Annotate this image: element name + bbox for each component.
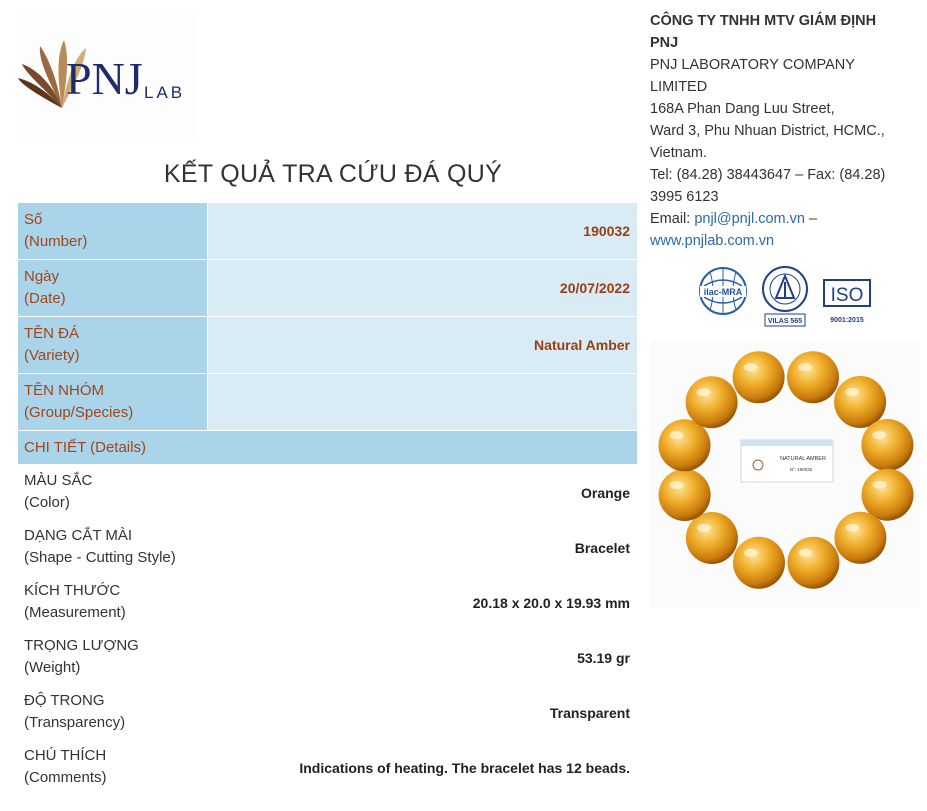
row-label [18, 203, 207, 259]
logo-suffix-text: LAB [144, 83, 186, 102]
bead-highlight [845, 524, 859, 532]
accreditation-logos [696, 264, 876, 328]
row-label [18, 464, 258, 519]
iso-label: ISO [830, 285, 864, 306]
amber-bead [787, 351, 839, 403]
company-email [650, 208, 912, 230]
detail-row-shape [18, 519, 637, 574]
row-group [18, 374, 637, 430]
email-suffix: – [804, 211, 818, 227]
logo-brand-text: PNJ [66, 53, 143, 104]
amber-bead [733, 351, 785, 403]
row-label [18, 684, 258, 739]
address-line: Ward 3, Phu Nhuan District, HCMC., [650, 123, 885, 139]
bead-highlight [697, 524, 711, 532]
result-table [18, 203, 637, 794]
amber-bead [733, 537, 785, 589]
amber-bead [834, 512, 886, 564]
transparency-value: Transparent [549, 704, 630, 721]
date-value: 20/07/2022 [208, 260, 637, 316]
amber-bead [861, 419, 913, 471]
bead-highlight [670, 481, 684, 489]
label-en: (Shape - Cutting Style) [24, 549, 176, 566]
detail-row-comments [18, 739, 637, 794]
vilas-badge-icon [760, 264, 810, 328]
weight-value: 53.19 gr [577, 649, 630, 666]
label-en: (Measurement) [24, 604, 126, 621]
bead-highlight [845, 388, 859, 396]
label-en: (Variety) [24, 347, 80, 364]
bead-highlight [872, 431, 886, 439]
detail-row-weight [18, 629, 637, 684]
detail-row-measurement [18, 574, 637, 629]
comments-value: Indications of heating. The bracelet has 12 beads. [299, 759, 630, 776]
amber-bead [787, 537, 839, 589]
amber-bead [834, 376, 886, 428]
company-website [650, 230, 912, 252]
label-en: (Color) [24, 494, 70, 511]
row-label [18, 629, 258, 684]
label-vi: MÀU SẮC [24, 472, 93, 489]
bead-highlight [744, 549, 758, 557]
group-value [208, 374, 637, 430]
details-header-text: CHI TIẾT (Details) [24, 439, 146, 456]
bracelet-image [651, 340, 919, 608]
label-vi: Ngày [24, 268, 60, 285]
detail-row-color [18, 464, 637, 519]
certificate-card [741, 440, 833, 482]
address-line: 168A Phan Dang Luu Street, [650, 101, 835, 117]
ilac-mra-icon [696, 264, 750, 318]
amber-bracelet-photo [651, 340, 919, 608]
label-vi: KÍCH THƯỚC [24, 582, 121, 599]
company-name-vi-line: CÔNG TY TNHH MTV GIÁM ĐỊNH [650, 13, 877, 29]
color-value: Orange [580, 484, 630, 501]
row-label [18, 574, 258, 629]
bead-highlight [798, 549, 812, 557]
website-link[interactable]: www.pnjlab.com.vn [650, 233, 775, 249]
company-address [650, 98, 912, 164]
label-en: (Comments) [24, 769, 107, 786]
company-name-vi [650, 10, 912, 54]
page-title: KẾT QUẢ TRA CỨU ĐÁ QUÝ [163, 160, 503, 188]
iso-sub-label: 9001:2015 [830, 317, 864, 324]
bead-highlight [670, 431, 684, 439]
label-vi: TRỌNG LƯỢNG [24, 637, 139, 654]
amber-bead [686, 376, 738, 428]
email-link[interactable]: pnjl@pnjl.com.vn [694, 211, 805, 227]
details-header [18, 431, 637, 464]
label-en: (Group/Species) [24, 404, 134, 421]
label-vi: Số [24, 211, 43, 228]
bead-highlight [744, 363, 758, 371]
iso-badge-icon [820, 278, 876, 326]
company-name-en-line: PNJ LABORATORY COMPANY [650, 57, 855, 73]
number-value: 190032 [208, 203, 637, 259]
label-en: (Date) [24, 290, 66, 307]
company-name-vi-line: PNJ [650, 35, 679, 51]
variety-value: Natural Amber [208, 317, 637, 373]
card-number: N°: 190032 [789, 467, 813, 472]
email-prefix: Email: [650, 211, 695, 227]
label-en: (Number) [24, 233, 88, 250]
bead-highlight [873, 481, 887, 489]
pnj-lab-logo [18, 12, 196, 140]
row-variety [18, 317, 637, 373]
row-label [18, 739, 258, 794]
label-vi: ĐỘ TRONG [24, 692, 105, 709]
row-label [18, 519, 258, 574]
label-en: (Weight) [24, 659, 81, 676]
company-name-en [650, 54, 912, 98]
amber-bead [659, 419, 711, 471]
phone-line: Tel: (84.28) 38443647 – Fax: (84.28) [650, 167, 886, 183]
detail-row-transparency [18, 684, 637, 739]
company-phone [650, 164, 912, 208]
row-label [18, 260, 207, 316]
amber-bead [862, 469, 914, 521]
company-info [650, 10, 912, 252]
card-title: NATURAL AMBER [780, 456, 826, 462]
label-vi: DẠNG CẮT MÀI [24, 527, 133, 544]
label-vi: TÊN NHÓM [24, 382, 104, 399]
bead-highlight [798, 363, 812, 371]
label-vi: TÊN ĐÁ [24, 325, 80, 342]
shape-value: Bracelet [574, 539, 630, 556]
address-line: Vietnam. [650, 145, 707, 161]
company-name-en-line: LIMITED [650, 79, 708, 95]
label-en: (Transparency) [24, 714, 126, 731]
ilac-label: ilac-MRA [703, 287, 743, 297]
amber-bead [686, 512, 738, 564]
row-label [18, 374, 207, 430]
bead-highlight [697, 388, 711, 396]
row-date [18, 260, 637, 316]
amber-bead [659, 469, 711, 521]
label-vi: CHÚ THÍCH [24, 747, 107, 764]
measurement-value: 20.18 x 20.0 x 19.93 mm [472, 594, 630, 611]
phone-line: 3995 6123 [650, 189, 719, 205]
row-label [18, 317, 207, 373]
vilas-label: VILAS 565 [767, 318, 803, 325]
row-number [18, 203, 637, 259]
